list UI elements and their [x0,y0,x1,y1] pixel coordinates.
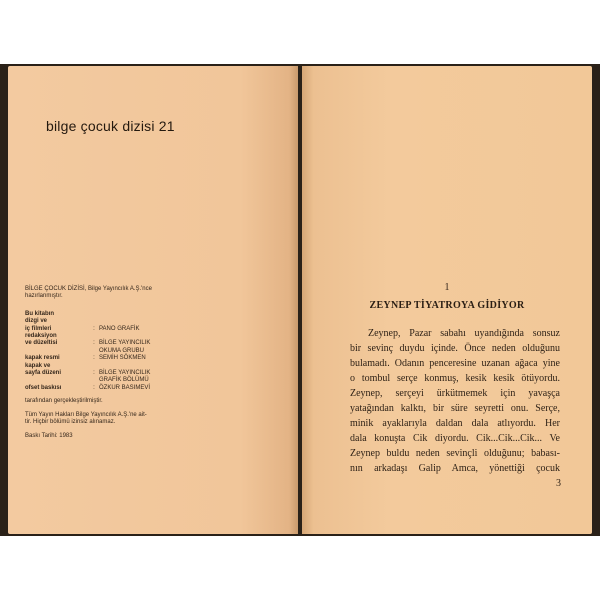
credit-row [25,326,275,333]
credit-row [25,348,275,355]
colophon-intro-line: hazırlanmıştır. [25,293,63,300]
produced-by-text: tarafından gerçekleştirilmiştir. [25,398,103,405]
colophon-intro-line: BİLGE ÇOCUK DİZİSİ, Bilge Yayıncılık A.Ş.'nce [25,286,152,292]
paragraph-line: o tombul serçe konmuş, kesik kesik ötüyordu. [350,373,560,384]
paragraph-line: Zeynep, serçeyi ürkütmemek için yavaşça [350,388,560,399]
credit-role: dizgi ve [25,318,48,325]
credit-role: redaksiyon [25,333,57,340]
credit-value: PANO GRAFİK [99,325,140,332]
open-book [0,64,600,536]
paragraph-line: dala konuşta Cik diyordu. Cik...Cik...Cik... Ve [350,433,560,444]
print-date: Baskı Tarihi: 1983 [25,432,73,439]
credit-separator: : [93,355,95,362]
left-page [8,66,298,534]
series-title: bilge çocuk dizisi 21 [46,118,175,134]
credit-separator [89,377,99,384]
credit-separator [89,318,99,325]
chapter-title: ZEYNEP TİYATROYA GİDİYOR [369,300,525,311]
credit-row [25,311,275,318]
chapter-paragraph [350,326,560,476]
rights-line: Tüm Yayın Hakları Bilge Yayıncılık A.Ş.'ne ait- [25,411,147,418]
credit-value [99,363,239,370]
credit-value: OKUMA GRUBU [99,347,145,354]
credit-value: GRAFİK BÖLÜMÜ [99,377,149,384]
credit-value: SEMİH SÖKMEN [99,355,146,362]
credit-row [25,333,275,340]
credit-separator: : [93,340,95,347]
credit-value [99,318,239,325]
credit-separator [89,348,99,355]
credit-role: ve düzeltisi [25,340,58,347]
paragraph-line: minik ayaklarıyla daldan dala atlıyordu. Her [350,418,560,429]
paragraph-line: yatağından kalktı, bir süre seyretti onu. Serçe, [350,403,560,414]
paragraph-line: Zeynep, Pazar sabahı uyandığında sonsuz [368,328,560,339]
credit-separator: : [93,384,95,391]
credit-value: BİLGE YAYINCILIK [99,340,151,347]
credit-value [99,311,239,318]
credit-row [25,318,275,325]
credit-value: BİLGE YAYINCILIK [99,370,151,377]
credit-separator: : [93,325,95,332]
credit-row [25,377,275,384]
credit-row [25,370,275,377]
credit-row [25,355,275,362]
colophon [25,286,275,440]
credit-role: ofset baskısı [25,384,62,391]
chapter-number: 1 [444,282,450,293]
credit-role: kapak ve [25,362,51,369]
credit-role: Bu kitabın [25,310,55,317]
page-number: 3 [556,478,561,489]
paragraph-line: bir sevinç duydu içinde. Önce neden olduğunu [350,343,560,354]
credit-separator [89,363,99,370]
credit-row [25,385,275,392]
credit-separator: : [93,370,95,377]
credit-role [25,377,89,384]
credit-role: sayfa düzeni [25,370,62,377]
paragraph-line: Zeynep buldu neden sevinçli olduğunu; babası- [350,448,560,459]
credit-row [25,363,275,370]
credit-separator [89,311,99,318]
paragraph-line: bulamadı. Odanın penceresine uzanan ağaca yine [350,358,560,369]
right-page [302,66,592,534]
credit-role: iç filmleri [25,325,52,332]
credit-row [25,340,275,347]
credit-role [25,348,89,355]
credit-role: kapak resmi [25,355,60,362]
credit-value: ÖZKUR BASIMEVİ [99,384,151,391]
rights-line: tir. Hiçbir bölümü izinsiz alınamaz. [25,419,116,426]
credit-separator [89,333,99,340]
credits-list [25,311,275,392]
paragraph-line: nın arkadaşı Galip Amca, yönettiği çocuk [350,463,560,474]
